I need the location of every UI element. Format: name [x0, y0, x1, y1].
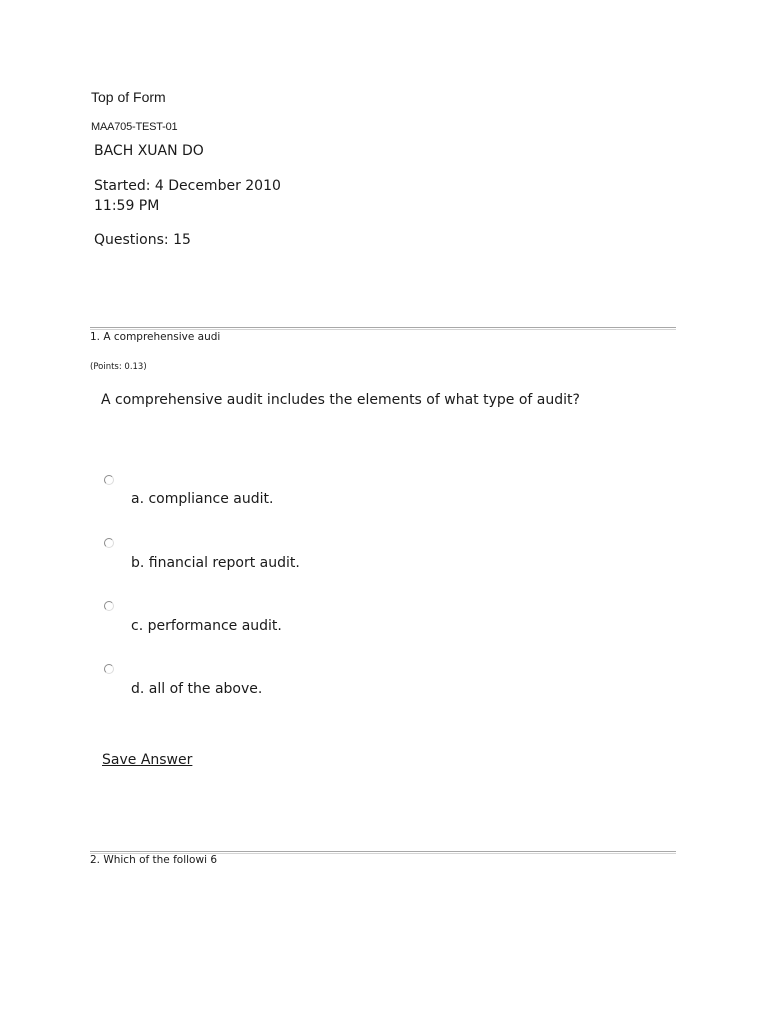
- question-1-text: A comprehensive audit includes the elements of what type of audit?: [101, 392, 580, 408]
- questions-count: Questions: 15: [94, 232, 191, 248]
- option-d-radio[interactable]: [104, 664, 114, 674]
- option-c-radio[interactable]: [104, 601, 114, 611]
- option-b-radio[interactable]: [104, 538, 114, 548]
- option-b-label[interactable]: b. financial report audit.: [131, 555, 300, 571]
- option-c-label[interactable]: c. performance audit.: [131, 618, 282, 634]
- save-answer-link[interactable]: Save Answer: [102, 752, 193, 768]
- test-id: MAA705-TEST-01: [91, 121, 178, 133]
- question-2-title: 2. Which of the followi 6: [90, 854, 218, 866]
- question-1-title: 1. A comprehensive audi: [90, 331, 221, 343]
- option-a-label[interactable]: a. compliance audit.: [131, 491, 274, 507]
- question-divider: [90, 327, 676, 330]
- top-of-form-label: Top of Form: [91, 89, 166, 105]
- question-1-points: (Points: 0.13): [90, 362, 147, 372]
- student-name: BACH XUAN DO: [94, 143, 204, 159]
- option-d-label[interactable]: d. all of the above.: [131, 681, 263, 697]
- option-a-radio[interactable]: [104, 475, 114, 485]
- started-date: Started: 4 December 2010: [94, 178, 281, 194]
- started-time: 11:59 PM: [94, 198, 160, 214]
